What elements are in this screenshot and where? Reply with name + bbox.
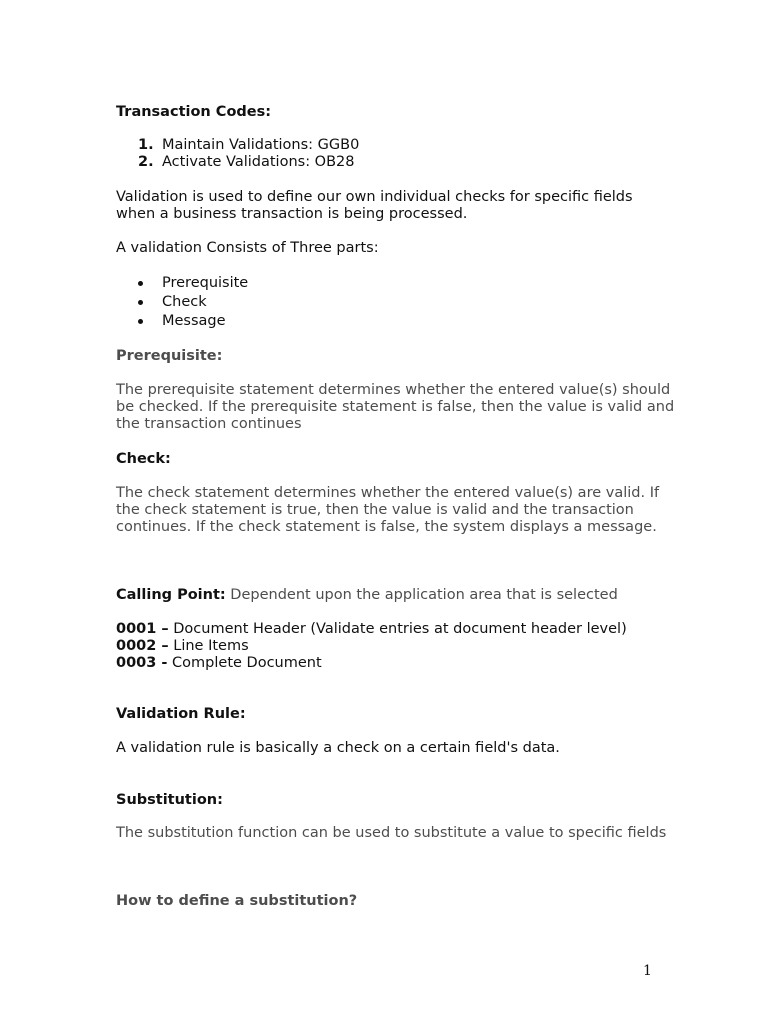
substitution-body: The substitution function can be used to substitute a value to specific fields <box>116 825 667 841</box>
check-body: The check statement determines whether the entered value(s) are valid. If the check statement is true, then the value is valid and the transaction continues. If the check statement is false, the system displays a message. <box>116 485 660 535</box>
bullet-icon <box>138 300 143 305</box>
list-item <box>116 137 676 154</box>
calling-point-line <box>116 587 676 604</box>
list-item-text: Activate Validations: OB28 <box>162 154 355 170</box>
code-description: Line Items <box>168 638 249 654</box>
list-item <box>116 294 676 313</box>
list-item <box>116 655 676 672</box>
list-item <box>116 638 676 655</box>
bullet-icon <box>138 319 143 324</box>
list-item-text: Check <box>162 294 207 310</box>
list-item-text: Maintain Validations: GGB0 <box>162 137 360 153</box>
parts-list <box>116 275 676 332</box>
code-description: Document Header (Validate entries at document header level) <box>168 621 627 637</box>
calling-point-codes <box>116 621 676 672</box>
list-item <box>116 313 676 332</box>
transaction-codes-heading: Transaction Codes: <box>116 104 272 120</box>
list-item-number: 1. <box>138 137 154 153</box>
code-description: Complete Document <box>167 655 322 671</box>
code-label: 0002 – <box>116 638 169 654</box>
list-item <box>116 154 676 171</box>
list-item-number: 2. <box>138 154 154 170</box>
prerequisite-body: The prerequisite statement determines whether the entered value(s) should be checked. If the prerequisite statement is false, then the value is valid and the transaction continues <box>116 382 675 432</box>
code-label: 0003 - <box>116 655 168 671</box>
bullet-icon <box>138 281 143 286</box>
substitution-how-to-heading: How to define a substitution? <box>116 893 358 909</box>
list-item <box>116 275 676 294</box>
calling-point-text: Dependent upon the application area that is selected <box>225 587 618 603</box>
transaction-codes-list <box>116 137 676 171</box>
page-number: 1 <box>643 963 652 979</box>
validation-rule-body: A validation rule is basically a check on a certain field's data. <box>116 740 560 756</box>
list-item-text: Message <box>162 313 226 329</box>
parts-intro: A validation Consists of Three parts: <box>116 240 379 256</box>
prerequisite-heading: Prerequisite: <box>116 348 223 364</box>
substitution-heading: Substitution: <box>116 792 223 808</box>
calling-point-label: Calling Point: <box>116 587 226 603</box>
check-heading: Check: <box>116 451 171 467</box>
validation-rule-heading: Validation Rule: <box>116 706 246 722</box>
validation-definition: Validation is used to define our own individual checks for specific fields when a business transaction is being processed. <box>116 189 633 222</box>
list-item-text: Prerequisite <box>162 275 249 291</box>
list-item <box>116 621 676 638</box>
code-label: 0001 – <box>116 621 169 637</box>
